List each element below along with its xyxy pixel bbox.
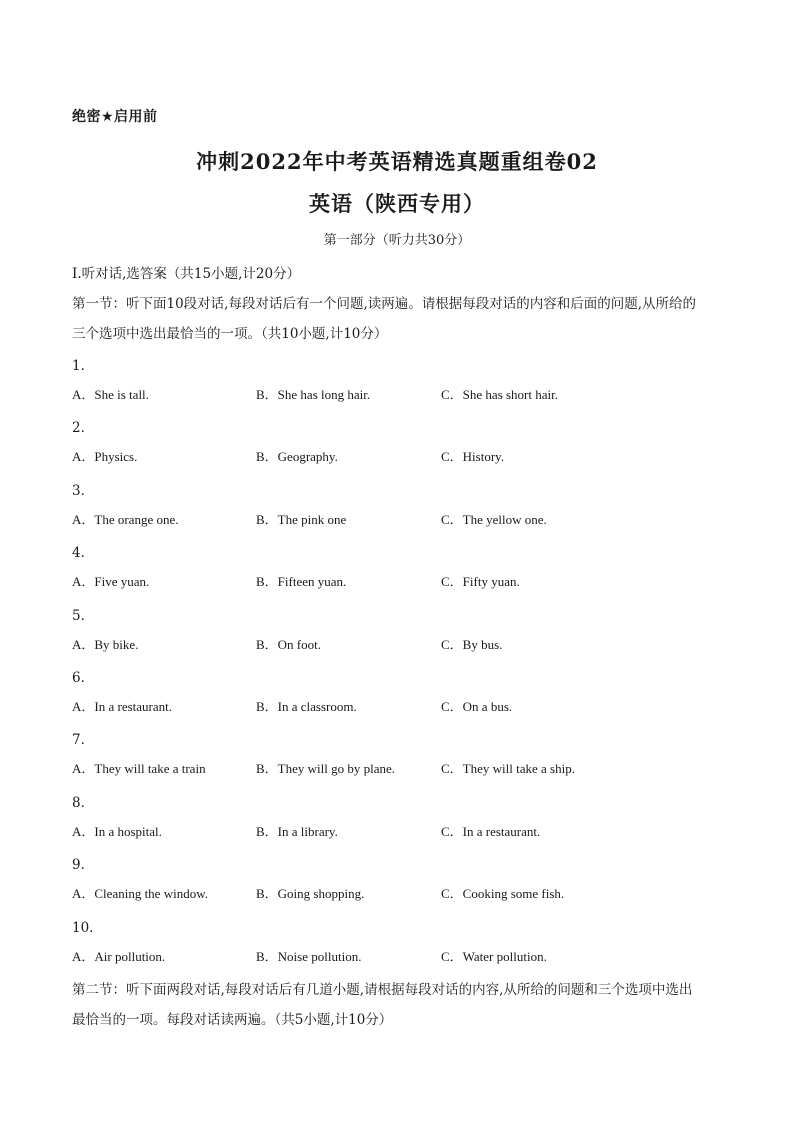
part-label: 第一部分（听力共30分） [323,233,471,248]
option-c: C．History. [441,449,505,465]
question-number: 2． [72,420,95,437]
exam-subtitle: 英语（陕西专用） [309,191,485,216]
option-a: A．Cleaning the window. [72,886,208,902]
option-c: C．Water pollution. [441,948,547,964]
option-b: B．On foot. [256,636,322,652]
question-number: 4． [72,545,95,562]
question-number: 6． [72,670,95,686]
option-b: B．She has long hair. [256,387,371,402]
section1-instruction-line1: 第一节：听下面10段对话,每段对话后有一个问题,读两遍。请根据每段对话的内容和后面的问题,从所给的 [72,296,697,312]
option-b: B．Geography. [256,449,338,465]
option-c: C．On a bus. [441,699,513,714]
section1-instruction-line2: 三个选项中选出最恰当的一项。（共10小题,计10分） [72,326,388,342]
option-b: B．Going shopping. [256,886,365,902]
option-c: C．Fifty yuan. [441,574,520,590]
section2-instruction-line2: 最恰当的一项。每段对话读两遍。（共5小题,计10分） [72,1012,393,1028]
option-c: C．In a restaurant. [441,823,541,839]
question-number: 10． [72,919,103,936]
option-c: C．Cooking some fish. [441,886,565,902]
question-number: 8． [72,794,95,811]
question-number: 3． [72,482,95,499]
option-b: B．In a library. [256,823,338,839]
option-c: C．They will take a ship. [441,761,575,777]
section2-instruction-line1: 第二节：听下面两段对话,每段对话后有几道小题,请根据每段对话的内容,从所给的问题和三个选项中选出 [72,982,693,998]
question-number: 5． [72,607,95,624]
option-c: C．The yellow one. [441,511,547,527]
option-c: C．She has short hair. [441,387,558,402]
question-number: 9． [72,857,95,874]
option-a: A．Air pollution. [72,948,166,964]
option-a: A．They will take a train [72,761,206,777]
question-number: 1． [72,358,95,374]
option-c: C．By bus. [441,636,503,652]
confidential-label: 绝密★启用前 [72,109,158,125]
option-a: A．Physics. [72,449,138,465]
option-a: A．She is tall. [72,387,149,402]
option-b: B．In a classroom. [256,699,357,714]
question-number: 7． [72,732,95,749]
option-a: A．In a restaurant. [72,699,172,714]
exam-title: 冲刺2022年中考英语精选真题重组卷02 [196,149,598,174]
option-a: A．Five yuan. [72,574,150,590]
option-a: A．In a hospital. [72,823,162,839]
option-b: B．Noise pollution. [256,948,362,964]
option-a: A．By bike. [72,636,139,652]
option-a: A．The orange one. [72,511,179,527]
option-b: B．Fifteen yuan. [256,574,347,590]
option-b: B．The pink one [256,511,347,527]
section1-heading: Ⅰ.听对话,选答案（共15小题,计20分） [72,266,301,282]
option-b: B．They will go by plane. [256,761,396,777]
